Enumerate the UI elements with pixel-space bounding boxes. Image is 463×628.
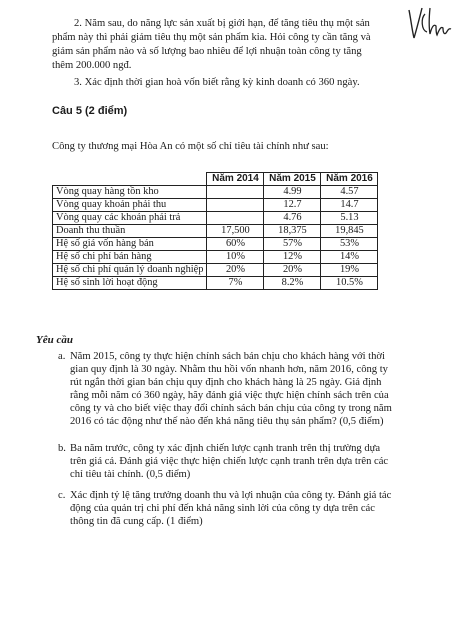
- table-row: [53, 186, 378, 199]
- table-row: [53, 238, 378, 251]
- requirement-line: gian quy định là 30 ngày. Nhằm thu hồi vốn nhanh hơn, năm 2016, công ty: [70, 364, 388, 375]
- table-cell: 60%: [207, 238, 264, 251]
- table-cell: 17,500: [207, 225, 264, 238]
- table-cell: 5.13: [321, 212, 378, 225]
- table-row: [53, 225, 378, 238]
- item2-line1: 2. Năm sau, do năng lực sản xuất bị giới hạn, để tăng tiêu thụ một sản: [74, 18, 370, 29]
- table-cell: 53%: [321, 238, 378, 251]
- handwritten-signature-icon: [405, 4, 457, 44]
- table-cell: 10.5%: [321, 277, 378, 290]
- table-cell: 7%: [207, 277, 264, 290]
- table-cell: [207, 199, 264, 212]
- requirement-line: trên giá cả. Đánh giá việc thực hiện chiến lược cạnh tranh trên dựa trên các: [70, 456, 389, 467]
- requirement-c: [58, 489, 452, 531]
- table-row: [53, 212, 378, 225]
- table-row: [53, 277, 378, 290]
- table-row: [53, 251, 378, 264]
- section-title: Câu 5 (2 điểm): [52, 105, 128, 117]
- requirement-line: thông tin đã cung cấp. (1 điểm): [70, 516, 203, 527]
- table-cell: [207, 212, 264, 225]
- table-cell: Hệ số chi phí bán hàng: [53, 251, 207, 264]
- table-header-row: [53, 173, 378, 186]
- requirement-line: Xác định tỷ lệ tăng trưởng doanh thu và lợi nhuận của công ty. Đánh giá tác: [70, 490, 392, 501]
- table-cell: 4.57: [321, 186, 378, 199]
- requirement-b: [58, 442, 452, 484]
- financial-table: [52, 172, 378, 290]
- requirement-line: 2016 có tác động như thế nào đến khả năng tiêu thụ sản phẩm? (0,5 điểm): [70, 416, 384, 427]
- table-row: [53, 264, 378, 277]
- table-cell: 57%: [264, 238, 321, 251]
- table-header-cell: Năm 2016: [321, 173, 378, 186]
- table-cell: 20%: [264, 264, 321, 277]
- requirement-marker: a.: [58, 351, 66, 362]
- requirement-line: Ba năm trước, công ty xác định chiến lược cạnh tranh trên thị trường dựa: [70, 443, 381, 454]
- requirement-line: chỉ tiêu tài chính. (0,5 điểm): [70, 469, 191, 480]
- requirement-marker: c.: [58, 490, 66, 501]
- table-cell: Vòng quay các khoản phải trả: [53, 212, 207, 225]
- table-cell: 20%: [207, 264, 264, 277]
- table-cell: 19%: [321, 264, 378, 277]
- table-cell: Vòng quay hàng tồn kho: [53, 186, 207, 199]
- requirement-line: công ty và cho biết việc thay đổi chính sách bán chịu của công ty trong năm: [70, 403, 392, 414]
- item2-line3: giảm sản phẩm nào và số lượng bao nhiêu để lợi nhuận toàn công ty tăng: [52, 46, 362, 57]
- requirement-line: động của quản trị chi phí đến khả năng sinh lời của công ty dựa trên các: [70, 503, 375, 514]
- table-header-cell: Năm 2014: [207, 173, 264, 186]
- requirement-line: Năm 2015, công ty thực hiện chính sách bán chịu cho khách hàng với thời: [70, 351, 385, 362]
- table-cell: [207, 186, 264, 199]
- requirement-line: rằng mỗi năm có 360 ngày, hãy đánh giá việc thực hiện chính sách trên của: [70, 390, 389, 401]
- table-cell: 4.76: [264, 212, 321, 225]
- table-cell: 14%: [321, 251, 378, 264]
- table-cell: Vòng quay khoản phải thu: [53, 199, 207, 212]
- table-cell: 4.99: [264, 186, 321, 199]
- item3-text: 3. Xác định thời gian hoà vốn biết rằng kỳ kinh doanh có 360 ngày.: [74, 77, 360, 88]
- requirement-a: [58, 350, 452, 430]
- table-cell: Doanh thu thuần: [53, 225, 207, 238]
- item2-line2: phẩm này thì phải giảm tiêu thụ một sản phẩm kia. Hỏi công ty cần tăng và: [52, 32, 371, 43]
- table-row: [53, 199, 378, 212]
- requirement-line: rút ngắn thời gian bán chịu quy định cho khách hàng là 25 ngày. Giả định: [70, 377, 382, 388]
- table-cell: 12%: [264, 251, 321, 264]
- table-cell: 10%: [207, 251, 264, 264]
- item2-line4: thêm 200.000 ngđ.: [52, 60, 132, 71]
- table-header-cell: [53, 173, 207, 186]
- table-cell: 14.7: [321, 199, 378, 212]
- intro-text: Công ty thương mại Hòa An có một số chỉ tiêu tài chính như sau:: [52, 141, 329, 152]
- requirements-title: Yêu cầu: [36, 334, 73, 346]
- table-cell: Hệ số chi phí quản lý doanh nghiệp: [53, 264, 207, 277]
- table-cell: 18,375: [264, 225, 321, 238]
- table-cell: 8.2%: [264, 277, 321, 290]
- requirement-marker: b.: [58, 443, 66, 454]
- table-cell: Hệ số sinh lời hoạt động: [53, 277, 207, 290]
- table-cell: 12.7: [264, 199, 321, 212]
- table-cell: 19,845: [321, 225, 378, 238]
- table-header-cell: Năm 2015: [264, 173, 321, 186]
- table-cell: Hệ số giá vốn hàng bán: [53, 238, 207, 251]
